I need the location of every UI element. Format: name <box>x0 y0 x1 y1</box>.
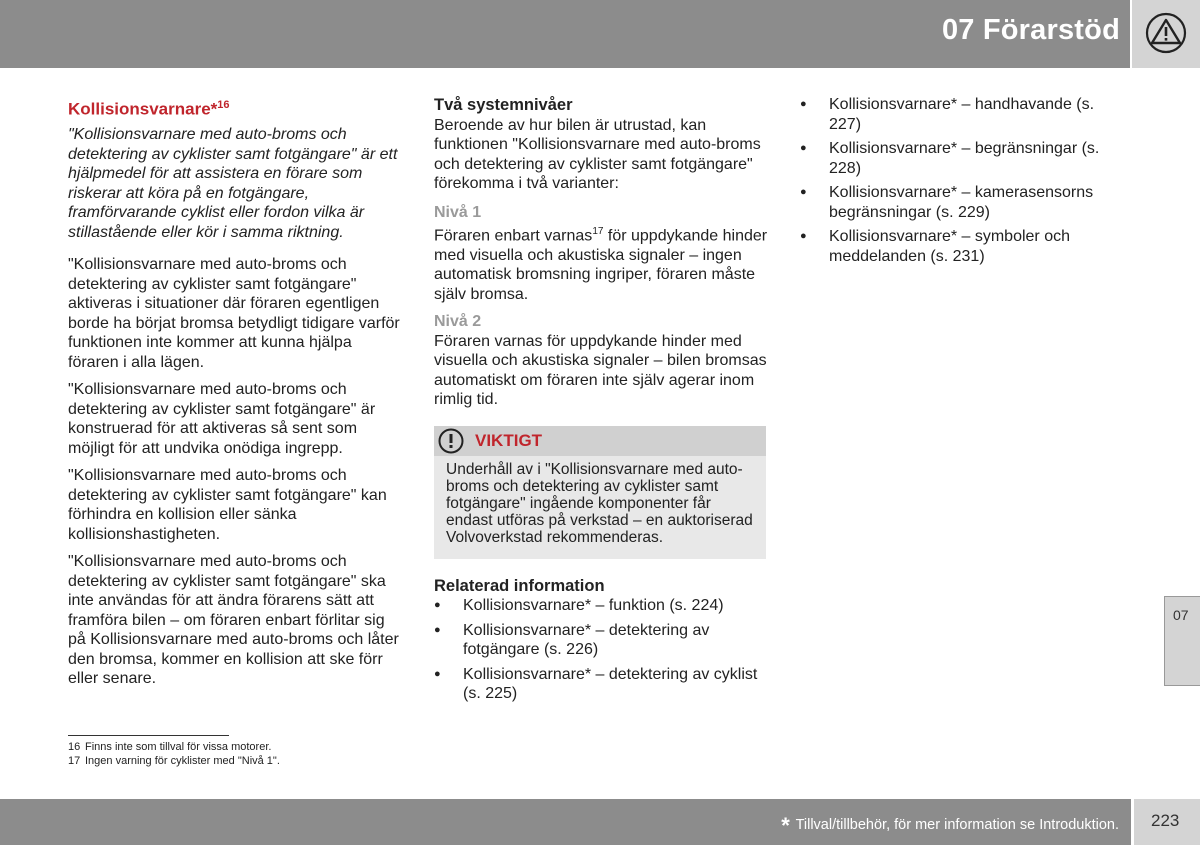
important-notice-text: Underhåll av i "Kollisionsvarnare med auto-broms och detektering av cyklister samt fotgängare" ingående komponenter får endast utföras på verkstad – en auktoriserad Volvoverkstad rekommenderas. <box>446 460 753 546</box>
footnotes <box>68 741 280 768</box>
levels-intro: Beroende av hur bilen är utrustad, kan funktionen "Kollisionsvarnare med auto-broms och detektering av cyklister samt fotgängare" förekomma i två varianter: <box>434 116 761 192</box>
important-notice-header <box>434 426 766 456</box>
body-paragraph: "Kollisionsvarnare med auto-broms och detektering av cyklister samt fotgängare" är konstruerad för att aktiveras så sent som möjligt för att undvika onödiga ingrepp. <box>68 381 376 457</box>
level-1-title: Nivå 1 <box>434 203 482 221</box>
related-link[interactable]: ● Kollisionsvarnare* – kamerasensorns begränsningar (s. 229) <box>800 183 1130 222</box>
level-1-text-part-b: för uppdykande hinder med visuella och akustiska signaler – ingen automatisk bromsning ingriper, föraren måste själv bromsa. <box>434 227 768 303</box>
section-heading <box>68 96 403 119</box>
related-link[interactable]: ● Kollisionsvarnare* – begränsningar (s. 228) <box>800 139 1130 178</box>
footnote <box>68 755 280 769</box>
warning-triangle-icon <box>1145 12 1187 54</box>
footnote <box>68 741 280 755</box>
related-link[interactable]: ● Kollisionsvarnare* – detektering av fotgängare (s. 226) <box>434 621 769 660</box>
chapter-side-tab[interactable] <box>1164 596 1200 686</box>
related-link[interactable]: ● Kollisionsvarnare* – detektering av cyklist (s. 225) <box>434 665 769 704</box>
footnote-number: 17 <box>68 754 81 767</box>
body-paragraph: "Kollisionsvarnare med auto-broms och detektering av cyklister samt fotgängare" kan förhindra en kollision eller sänka kollisionshastigheten. <box>68 467 387 543</box>
footer-star: * <box>781 813 790 838</box>
footnote-text: Ingen varning för cyklister med "Nivå 1". <box>85 754 280 767</box>
subheading-system-levels: Två systemnivåer <box>434 96 573 114</box>
exclamation-circle-icon <box>438 428 464 454</box>
column-right <box>800 95 1130 271</box>
body-paragraph: "Kollisionsvarnare med auto-broms och detektering av cyklister samt fotgängare" ska inte användas för att ändra förarens sätt att framföra bilen – om föraren enbart förlitar sig på Kollisionsvarnare med auto-broms och låter den bromsa, kommer en kollision att ske förr eller senare. <box>68 553 399 688</box>
level-2-title: Nivå 2 <box>434 313 482 331</box>
footnote-ref-16: 16 <box>217 99 230 111</box>
level-1-text-part-a: Föraren enbart varnas <box>434 227 593 245</box>
related-info-list-continued <box>800 95 1130 266</box>
footnote-text: Finns inte som tillval för vissa motorer. <box>85 741 272 753</box>
page-number-box <box>1134 799 1200 845</box>
chapter-header <box>0 0 1130 68</box>
footnote-divider <box>68 735 229 736</box>
related-info-list <box>434 596 769 704</box>
chapter-icon-box <box>1132 0 1200 68</box>
related-link[interactable]: ● Kollisionsvarnare* – handhavande (s. 227) <box>800 95 1130 134</box>
footnote-ref-17: 17 <box>592 226 604 237</box>
chapter-side-tab-label: 07 <box>1173 607 1189 623</box>
related-info-heading: Relaterad information <box>434 576 605 595</box>
footer-note-text: Tillval/tillbehör, för mer information se Introduktion. <box>795 817 1119 833</box>
important-notice-title: VIKTIGT <box>475 430 543 450</box>
column-middle <box>434 96 769 709</box>
page-footer <box>0 799 1131 845</box>
related-link[interactable]: ● Kollisionsvarnare* – funktion (s. 224) <box>434 596 769 616</box>
level-2-text: Föraren varnas för uppdykande hinder med visuella och akustiska signaler – bilen bromsas automatiskt om föraren inte själv agerar inom rimlig tid. <box>434 332 767 409</box>
level-1-text <box>434 222 769 304</box>
related-link[interactable]: ● Kollisionsvarnare* – symboler och meddelanden (s. 231) <box>800 227 1130 266</box>
section-heading-text: Kollisionsvarnare* <box>68 99 218 119</box>
footer-note <box>781 813 1119 839</box>
important-notice <box>434 426 766 559</box>
intro-paragraph: "Kollisionsvarnare med auto-broms och detektering av cyklister samt fotgängare" är ett hjälpmedel för att assistera en förare som riskerar att köra på en fotgängare, framförvarande cyklist eller fordon vilka är stillastående eller kör i samma riktning. <box>68 126 398 241</box>
page-number: 223 <box>1151 811 1180 830</box>
chapter-title: 07 Förarstöd <box>941 14 1120 46</box>
column-left <box>68 96 403 697</box>
body-paragraph: "Kollisionsvarnare med auto-broms och detektering av cyklister samt fotgängare" aktiveras i situationer där föraren egentligen borde ha börjat bromsa betydligt tidigare varför funktionen inte kommer att kunna hjälpa föraren i alla lägen. <box>68 256 400 371</box>
footnote-number: 16 <box>68 741 81 753</box>
